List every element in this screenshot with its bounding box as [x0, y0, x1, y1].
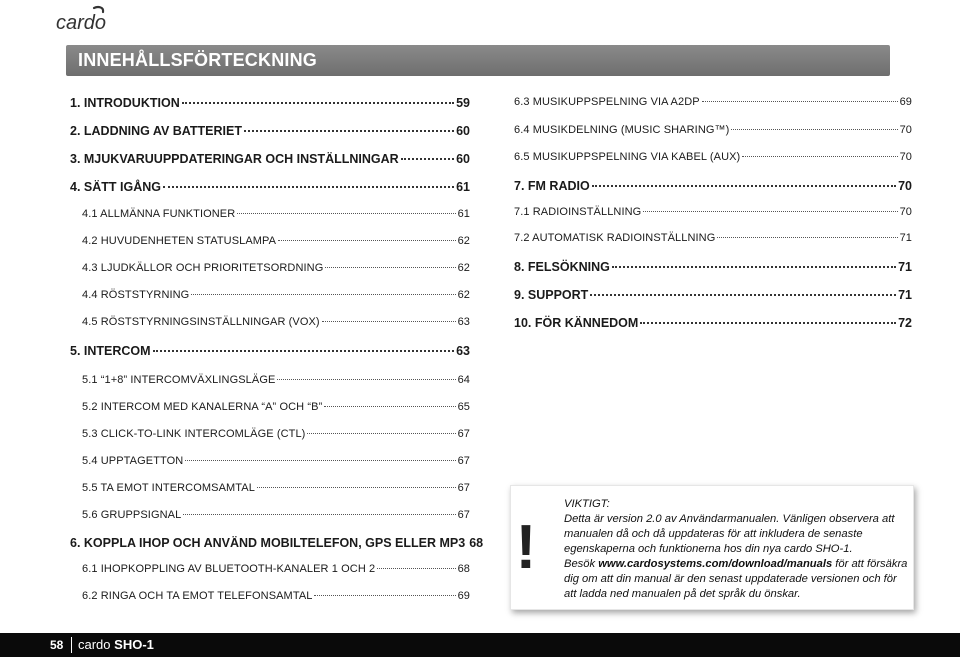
- toc-leader-dots: [237, 213, 455, 214]
- toc-leader-dots: [182, 102, 454, 104]
- toc-entry[interactable]: [70, 124, 470, 138]
- toc-entry-label: 6.4 MUSIKDELNING (MUSIC SHARING™): [514, 124, 730, 136]
- toc-entry[interactable]: [82, 509, 470, 521]
- toc-entry-label: 6.2 RINGA OCH TA EMOT TELEFONSAMTAL: [82, 590, 313, 602]
- toc-entry-page: 64: [457, 374, 470, 386]
- notice-heading: VIKTIGT:: [564, 498, 610, 510]
- toc-leader-dots: [153, 350, 455, 352]
- toc-entry[interactable]: [82, 590, 470, 602]
- toc-leader-dots: [314, 595, 455, 596]
- toc-entry-page: 67: [457, 428, 470, 440]
- toc-entry-label: 4.3 LJUDKÄLLOR OCH PRIORITETSORDNING: [82, 262, 324, 274]
- toc-entry-label: 5.1 “1+8” INTERCOMVÄXLINGSLÄGE: [82, 374, 276, 386]
- toc-leader-dots: [377, 568, 455, 569]
- svg-text:cardo: cardo: [56, 12, 107, 34]
- toc-entry-page: 71: [899, 232, 912, 244]
- toc-entry[interactable]: [70, 536, 484, 550]
- toc-leader-dots: [183, 514, 455, 515]
- toc-leader-dots: [324, 406, 455, 407]
- toc-entry[interactable]: [514, 96, 912, 108]
- toc-entry[interactable]: [514, 260, 912, 274]
- toc-leader-dots: [717, 237, 897, 238]
- toc-entry-page: 59: [456, 96, 470, 110]
- toc-entry-label: 8. FELSÖKNING: [514, 260, 610, 274]
- toc-leader-dots: [163, 186, 454, 188]
- toc-entry-label: 7.1 RADIOINSTÄLLNING: [514, 206, 642, 218]
- toc-entry-page: 62: [457, 235, 470, 247]
- cardo-logo-icon: [54, 4, 114, 34]
- toc-entry-label: 5.2 INTERCOM MED KANALERNA “A” OCH “B”: [82, 401, 323, 413]
- manuals-link[interactable]: www.cardosystems.com/download/manuals: [598, 558, 833, 570]
- toc-leader-dots: [643, 211, 897, 212]
- toc-entry[interactable]: [82, 235, 470, 247]
- notice-download-text: [564, 557, 909, 602]
- toc-entry[interactable]: [82, 316, 470, 328]
- toc-leader-dots: [592, 185, 896, 187]
- toc-title-bar: [66, 45, 890, 76]
- toc-entry[interactable]: [82, 401, 470, 413]
- toc-entry-page: 62: [457, 262, 470, 274]
- toc-entry-label: 9. SUPPORT: [514, 288, 589, 302]
- toc-entry[interactable]: [82, 289, 470, 301]
- toc-entry-page: 67: [457, 455, 470, 467]
- toc-entry[interactable]: [82, 262, 470, 274]
- toc-entry[interactable]: [70, 152, 470, 166]
- notice-suffix: för att försäkra dig om att din manual är den senast uppdaterade versionen och för att ladda ned manualen på det språk du önskar.: [564, 558, 908, 600]
- toc-leader-dots: [702, 101, 898, 102]
- toc-entry-page: 70: [898, 179, 912, 193]
- toc-entry-page: 70: [899, 124, 912, 136]
- page-footer: [0, 633, 960, 657]
- toc-leader-dots: [401, 158, 454, 160]
- toc-entry[interactable]: [82, 374, 470, 386]
- toc-entry-label: 10. FÖR KÄNNEDOM: [514, 316, 639, 330]
- toc-leader-dots: [612, 266, 896, 268]
- notice-content: [564, 497, 909, 602]
- page-title: INNEHÅLLSFÖRTECKNING: [78, 50, 317, 70]
- toc-entry-label: 5.6 GRUPPSIGNAL: [82, 509, 182, 521]
- toc-entry-page: 72: [898, 316, 912, 330]
- toc-entry-page: 61: [456, 180, 470, 194]
- toc-entry[interactable]: [70, 344, 470, 358]
- toc-entry[interactable]: [514, 151, 912, 163]
- notice-prefix: Besök: [564, 558, 599, 570]
- toc-entry-label: 4.4 RÖSTSTYRNING: [82, 289, 190, 301]
- toc-leader-dots: [277, 379, 455, 380]
- toc-entry[interactable]: [70, 96, 470, 110]
- toc-entry[interactable]: [82, 482, 470, 494]
- toc-entry-label: 6.1 IHOPKOPPLING AV BLUETOOTH-KANALER 1 OCH 2: [82, 563, 376, 575]
- toc-entry-page: 63: [457, 316, 470, 328]
- toc-entry-page: 71: [898, 260, 912, 274]
- footer-brand-name: cardo: [78, 637, 111, 652]
- toc-entry-page: 63: [456, 344, 470, 358]
- toc-entry-page: 60: [456, 152, 470, 166]
- toc-leader-dots: [742, 156, 897, 157]
- toc-entry-label: 5. INTERCOM: [70, 344, 151, 358]
- toc-entry[interactable]: [514, 206, 912, 218]
- toc-entry-label: 4.5 RÖSTSTYRNINGSINSTÄLLNINGAR (VOX): [82, 316, 320, 328]
- toc-leader-dots: [731, 129, 897, 130]
- toc-entry-label: 5.3 CLICK-TO-LINK INTERCOMLÄGE (CTL): [82, 428, 306, 440]
- toc-entry-label: 5.5 TA EMOT INTERCOMSAMTAL: [82, 482, 255, 494]
- toc-leader-dots: [307, 433, 455, 434]
- toc-leader-dots: [185, 460, 455, 461]
- toc-entry-label: 4. SÄTT IGÅNG: [70, 180, 161, 194]
- exclamation-icon: !: [515, 513, 537, 582]
- toc-entry-label: 6.5 MUSIKUPPSPELNING VIA KABEL (AUX): [514, 151, 741, 163]
- toc-leader-dots: [191, 294, 455, 295]
- toc-entry-label: 7. FM RADIO: [514, 179, 590, 193]
- toc-entry-page: 70: [899, 151, 912, 163]
- toc-entry[interactable]: [82, 208, 470, 220]
- toc-entry-label: 3. MJUKVARUUPPDATERINGAR OCH INSTÄLLNINGAR: [70, 152, 399, 166]
- toc-entry-page: 67: [457, 482, 470, 494]
- toc-entry-page: 62: [457, 289, 470, 301]
- toc-entry-label: 2. LADDNING AV BATTERIET: [70, 124, 242, 138]
- important-notice-box: [510, 485, 914, 610]
- toc-entry-page: 68: [457, 563, 470, 575]
- toc-entry-page: 70: [899, 206, 912, 218]
- toc-leader-dots: [322, 321, 456, 322]
- toc-entry[interactable]: [514, 179, 912, 193]
- toc-entry[interactable]: [514, 288, 912, 302]
- toc-entry[interactable]: [514, 316, 912, 330]
- toc-entry-page: 69: [899, 96, 912, 108]
- toc-entry[interactable]: [514, 232, 912, 244]
- footer-divider: [71, 637, 72, 653]
- toc-entry-page: 69: [457, 590, 470, 602]
- toc-entry-page: 67: [457, 509, 470, 521]
- toc-leader-dots: [640, 322, 896, 324]
- footer-model: SHO-1: [114, 637, 154, 652]
- toc-entry-label: 4.1 ALLMÄNNA FUNKTIONER: [82, 208, 236, 220]
- toc-entry-label: 4.2 HUVUDENHETEN STATUSLAMPA: [82, 235, 277, 247]
- toc-entry-label: 7.2 AUTOMATISK RADIOINSTÄLLNING: [514, 232, 716, 244]
- toc-entry-label: 6.3 MUSIKUPPSPELNING VIA A2DP: [514, 96, 700, 108]
- notice-version-text: Detta är version 2.0 av Användarmanualen. Vänligen observera att manualen då och då uppdateras för att inkludera de senaste egenskaperna och funktionerna hos din nya cardo SHO-1.: [564, 513, 895, 555]
- toc-entry-label: 6. KOPPLA IHOP OCH ANVÄND MOBILTELEFON, GPS ELLER MP3: [70, 536, 466, 550]
- toc-entry[interactable]: [514, 124, 912, 136]
- page-number: 58: [50, 638, 64, 652]
- toc-leader-dots: [244, 130, 454, 132]
- cardo-logo: [54, 4, 114, 34]
- toc-entry[interactable]: [82, 563, 470, 575]
- toc-leader-dots: [325, 267, 455, 268]
- toc-entry-label: 5.4 UPPTAGETTON: [82, 455, 184, 467]
- toc-leader-dots: [257, 487, 456, 488]
- toc-entry-page: 65: [457, 401, 470, 413]
- toc-entry-page: 61: [457, 208, 470, 220]
- toc-entry-page: 68: [469, 536, 484, 550]
- toc-entry-page: 71: [898, 288, 912, 302]
- toc-leader-dots: [278, 240, 455, 241]
- footer-brand: [78, 637, 154, 652]
- toc-entry-page: 60: [456, 124, 470, 138]
- toc-entry-label: 1. INTRODUKTION: [70, 96, 180, 110]
- toc-entry[interactable]: [82, 428, 470, 440]
- toc-leader-dots: [590, 294, 896, 296]
- toc-entry[interactable]: [82, 455, 470, 467]
- toc-entry[interactable]: [70, 180, 470, 194]
